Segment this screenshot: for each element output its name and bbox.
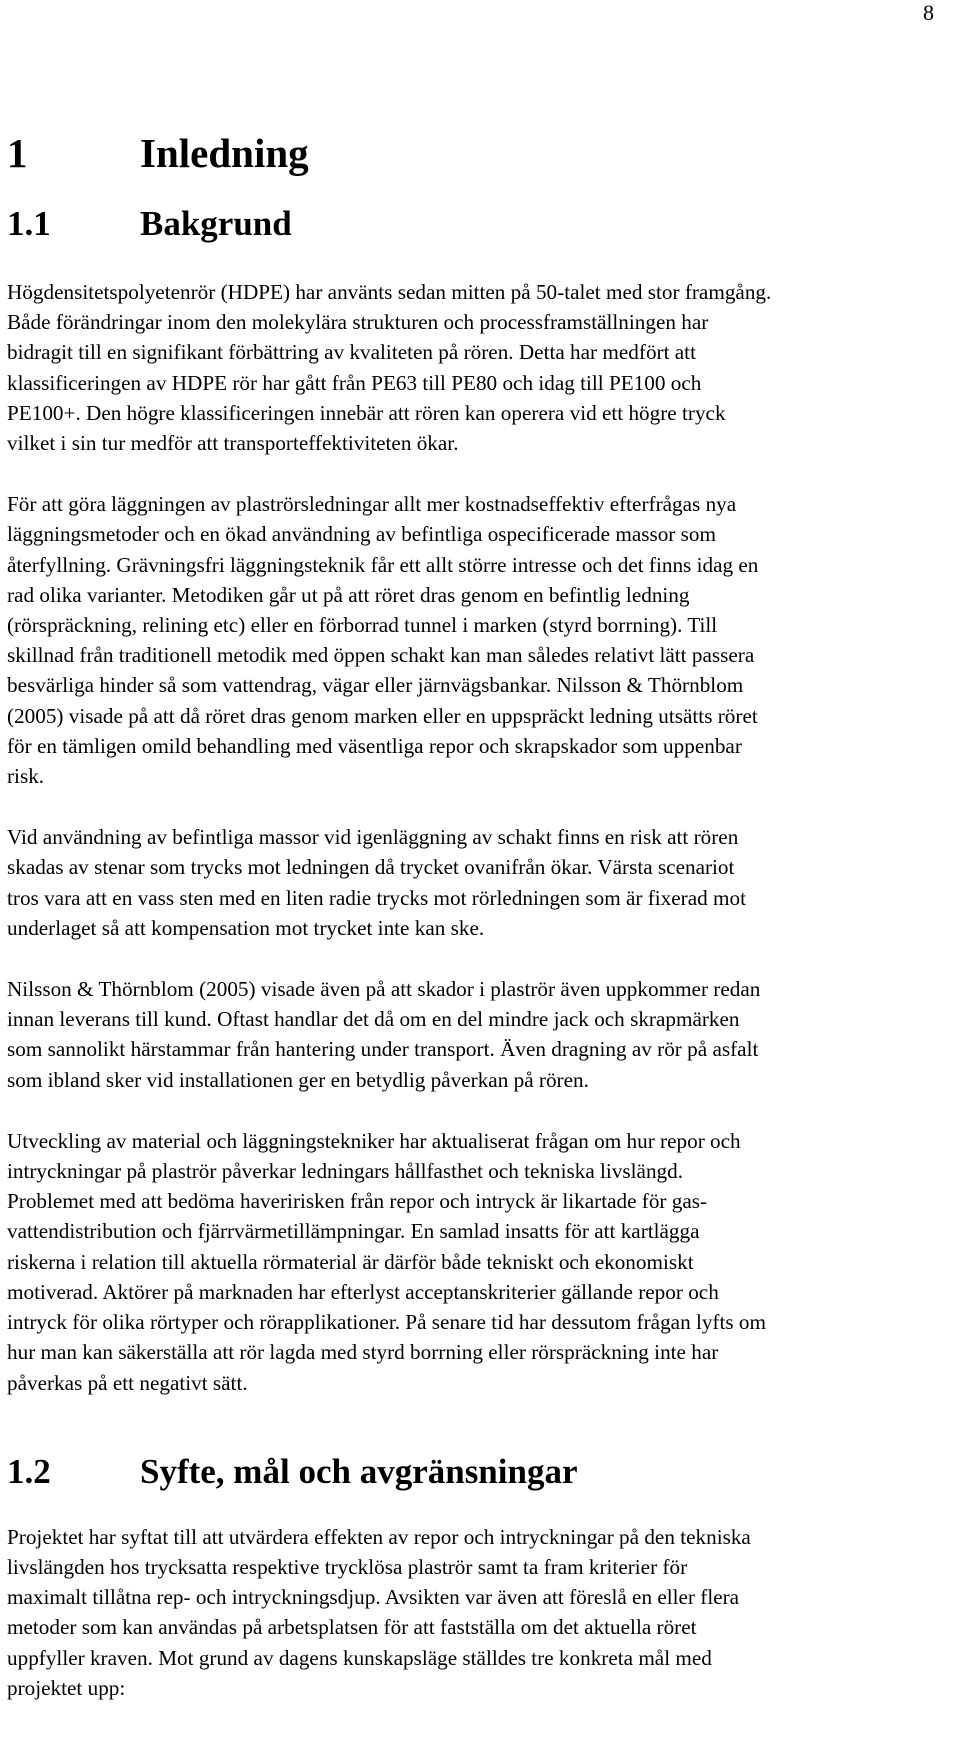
chapter-heading bbox=[7, 128, 947, 178]
section-number: 1.1 bbox=[7, 204, 51, 243]
paragraph: Vid användning av befintliga massor vid igenläggning av schakt finns en risk att rören skadas av stenar som trycks mot ledningen då trycket ovanifrån ökar. Värsta scenariot tros vara att en vass sten med en liten radie trycks mot rörledningen som är fixerad mot underlaget så att kompensation mot trycket inte kan ske. bbox=[7, 825, 746, 940]
paragraph: Nilsson & Thörnblom (2005) visade även på att skador i plaströr även uppkommer redan innan leverans till kund. Oftast handlar det då om en del mindre jack och skrapmärken som sannolikt härstammar från hantering under transport. Även dragning av rör på asfalt som ibland sker vid installationen ger en betydlig påverkan på rören. bbox=[7, 977, 761, 1092]
document-body bbox=[7, 128, 947, 1703]
paragraph: För att göra läggningen av plaströrsledningar allt mer kostnadseffektiv efterfrågas nya läggningsmetoder och en ökad användning av befintliga ospecificerade massor som återfyllning. Grävningsfri läggningsteknik får ett allt större intresse och det finns idag en rad olika varianter. Metodiken går ut på att röret dras genom en befintlig ledning (rörspräckning, relining etc) eller en förborrad tunnel i marken (styrd borrning). Till skillnad från traditionell metodik med öppen schakt kan man således relativt lätt passera besvärliga hinder så som vattendrag, vägar eller järnvägsbankar. Nilsson & Thörnblom (2005) visade på att då röret dras genom marken eller en uppspräckt ledning utsätts röret för en tämligen omild behandling med väsentliga repor och skrapskador som uppenbar risk. bbox=[7, 492, 759, 789]
paragraph: Högdensitetspolyetenrör (HDPE) har använts sedan mitten på 50-talet med stor framgång. Både förändringar inom den molekylära strukturen och processframställningen har bidragit till en signifikant förbättring av kvaliteten på rören. Detta har medfört att klassificeringen av HDPE rör har gått från PE63 till PE80 och idag till PE100 och PE100+. Den högre klassificeringen innebär att rören kan operera vid ett högre tryck vilket i sin tur medför att transporteffektiviteten ökar. bbox=[7, 280, 772, 456]
chapter-number: 1 bbox=[7, 130, 28, 176]
paragraph: Projektet har syftat till att utvärdera effekten av repor och intryckningar på den tekniska livslängden hos trycksatta respektive trycklösa plaströr samt ta fram kriterier för maximalt tillåtna rep- och intryckningsdjup. Avsikten var även att föreslå en eller flera metoder som kan användas på arbetsplatsen för att fastställa om det aktuella röret uppfyller kraven. Mot grund av dagens kunskapsläge ställdes tre konkreta mål med projektet upp: bbox=[7, 1524, 751, 1700]
paragraph: Utveckling av material och läggningstekniker har aktualiserat frågan om hur repor och intryckningar på plaströr påverkar ledningars hållfasthet och tekniska livslängd. Problemet med att bedöma haveririsken från repor och intryck är likartade för gas- vattendistribution och fjärrvärmetillämpningar. En samlad insatts för att kartlägga riskerna i relation till aktuella rörmaterial är därför både tekniskt och ekonomiskt motiverad. Aktörer på marknaden har efterlyst acceptanskriterier gällande repor och intryck för olika rörtyper och rörapplikationer. På senare tid har dessutom frågan lyfts om hur man kan säkerställa att rör lagda med styrd borrning eller rörspräckning inte har påverkas på ett negativt sätt. bbox=[7, 1128, 766, 1395]
section-title: Syfte, mål och avgränsningar bbox=[140, 1451, 578, 1491]
section-heading-syfte bbox=[7, 1450, 947, 1494]
chapter-title: Inledning bbox=[140, 130, 309, 176]
section-number: 1.2 bbox=[7, 1451, 51, 1491]
section-title: Bakgrund bbox=[140, 204, 292, 243]
page-number: 8 bbox=[923, 0, 934, 25]
section-heading-bakgrund bbox=[7, 202, 947, 246]
